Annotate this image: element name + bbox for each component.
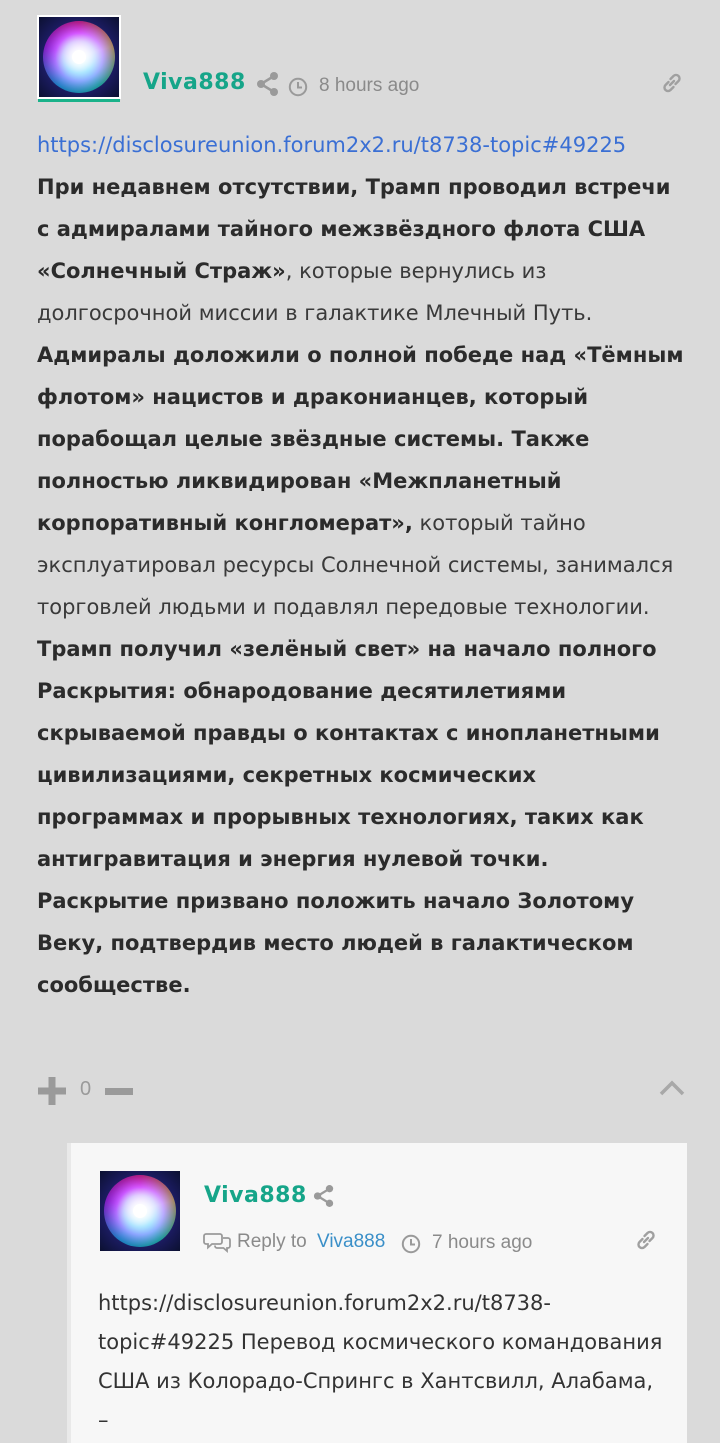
plus-icon[interactable] (37, 1076, 67, 1106)
paragraph-2 (37, 334, 687, 628)
link-icon[interactable] (661, 72, 683, 94)
reply-timestamp[interactable]: 7 hours ago (432, 1232, 533, 1253)
paragraph-3-bold: Трамп получил «зелёный свет» на начало полного Раскрытия: обнародование десятилетиями скрываемой правды о контактах с инопланетными цивилизациями, секретных космических программах и прорывных технологиях, таких как антигравитация и энергия нулевой точки. (37, 637, 660, 871)
paragraph-2-text: который тайно эксплуатировал ресурсы Солнечной системы, занимался торговлей людьми и подавлял передовые технологии. (37, 511, 674, 619)
paragraph-1 (37, 166, 687, 334)
paragraph-1-bold: При недавнем отсутствии, Трамп проводил встречи с адмиралами тайного межзвёздного флота США «Солнечный Страж» (37, 175, 671, 283)
paragraph-2-bold: Адмиралы доложили о полной победе над «Тёмным флотом» нацистов и драконианцев, который порабощал целые звёздные системы. Также полностью ликвидирован «Межпланетный корпоративный конгломерат», (37, 343, 684, 535)
vote-count: 0 (80, 1078, 92, 1100)
comment-author[interactable]: Viva888 (143, 70, 246, 95)
chevron-up-icon[interactable] (659, 1080, 685, 1096)
minus-icon[interactable] (105, 1088, 133, 1096)
comment-timestamp[interactable]: 8 hours ago (319, 75, 420, 96)
comment-link[interactable]: https://disclosureunion.forum2x2.ru/t8738-topic#49225 (37, 133, 627, 157)
reply-clock-icon (401, 1234, 421, 1254)
reply-to-label: Reply to (237, 1231, 307, 1252)
comment-body (37, 124, 687, 1006)
paragraph-3 (37, 628, 687, 880)
vote-bar (37, 1072, 687, 1112)
reply-bubble-icon (203, 1231, 231, 1253)
reply-author[interactable]: Viva888 (204, 1183, 307, 1208)
paragraph-4-bold: Раскрытие призвано положить начало Золотому Веку, подтвердив место людей в галактическом сообществе. (37, 889, 635, 997)
reply-share-icon[interactable] (313, 1184, 335, 1208)
avatar[interactable] (37, 15, 121, 99)
reply-body: https://disclosureunion.forum2x2.ru/t8738-topic#49225 Перевод космического командования США из Колорадо-Спрингс в Хантсвилл, Алабама, – (98, 1291, 663, 1432)
reply-link-icon[interactable] (635, 1229, 657, 1251)
reply-avatar[interactable] (100, 1171, 180, 1251)
clock-icon (288, 77, 308, 97)
reply-to-link[interactable]: Viva888 (317, 1231, 386, 1252)
share-icon[interactable] (256, 71, 280, 97)
paragraph-1-text: , которые вернулись из долгосрочной миссии в галактике Млечный Путь. (37, 259, 593, 325)
paragraph-4 (37, 880, 687, 1006)
